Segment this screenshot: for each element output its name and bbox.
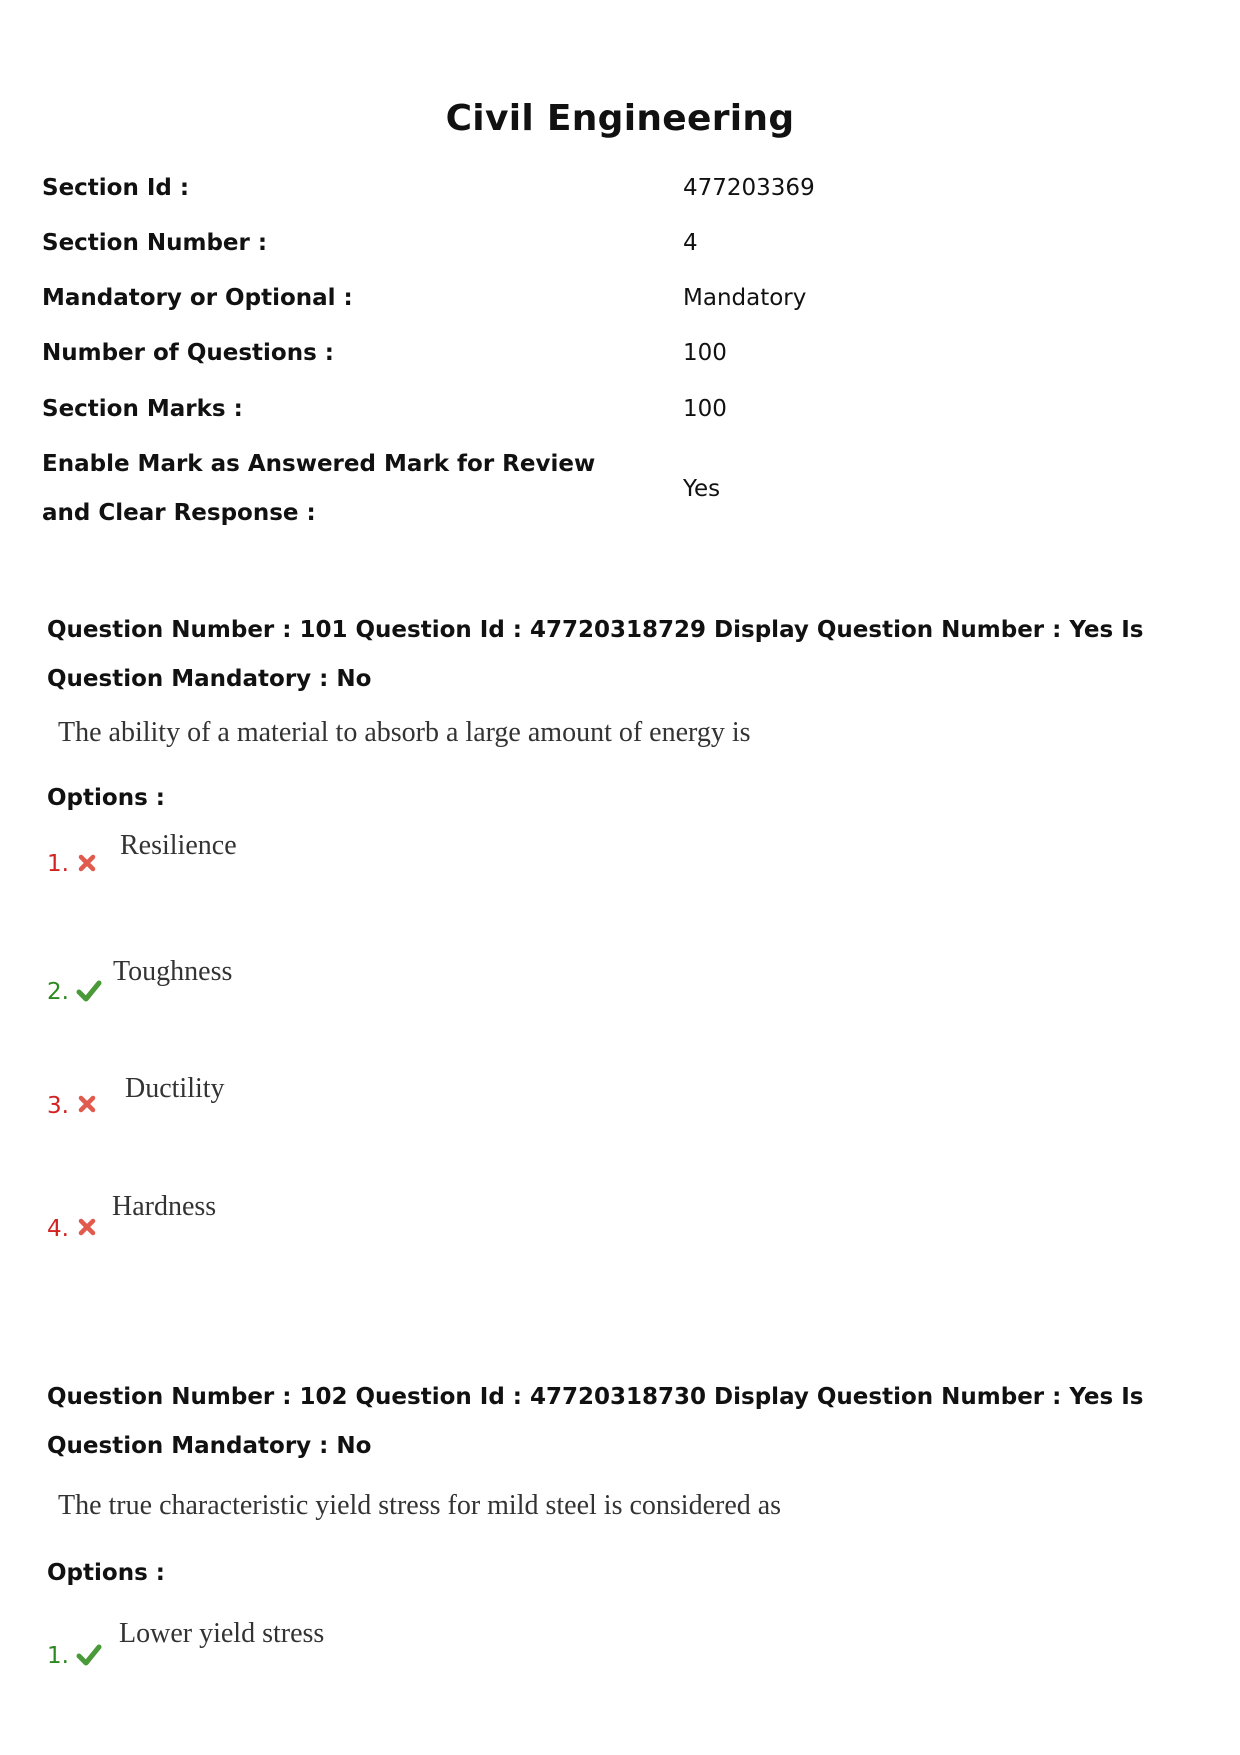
option-text: Hardness — [112, 1191, 217, 1222]
check-icon — [76, 979, 102, 1003]
section-number-value: 4 — [683, 230, 698, 256]
option-number: 4. — [47, 1216, 69, 1242]
cross-icon — [76, 852, 98, 874]
options-label: Options : — [47, 1560, 165, 1586]
section-id-value: 477203369 — [683, 175, 815, 201]
question-text: The true characteristic yield stress for mild steel is considered as — [58, 1490, 782, 1521]
option-text: Lower yield stress — [119, 1618, 325, 1649]
mandatory-optional-label: Mandatory or Optional : — [42, 285, 353, 311]
option-text: Resilience — [120, 830, 237, 861]
number-of-questions-value: 100 — [683, 340, 727, 366]
section-id-label: Section Id : — [42, 175, 190, 201]
option-number: 1. — [47, 1643, 69, 1669]
section-number-label: Section Number : — [42, 230, 268, 256]
question-header: Question Number : 102 Question Id : 47720318730 Display Question Number : Yes Is Question Mandatory : No — [47, 1384, 1144, 1459]
enable-mark-label: Enable Mark as Answered Mark for Review and Clear Response : — [42, 451, 596, 526]
question-text: The ability of a material to absorb a large amount of energy is — [58, 717, 751, 748]
section-marks-label: Section Marks : — [42, 396, 243, 422]
option-number: 2. — [47, 979, 69, 1005]
options-label: Options : — [47, 785, 165, 811]
option-text: Ductility — [125, 1073, 225, 1104]
section-marks-value: 100 — [683, 396, 727, 422]
option-number: 1. — [47, 851, 69, 877]
check-icon — [76, 1643, 102, 1667]
mandatory-optional-value: Mandatory — [683, 285, 807, 311]
cross-icon — [76, 1093, 98, 1115]
option-text: Toughness — [113, 956, 233, 987]
cross-icon — [76, 1216, 98, 1238]
enable-mark-value: Yes — [683, 476, 721, 502]
question-header: Question Number : 101 Question Id : 47720318729 Display Question Number : Yes Is Question Mandatory : No — [47, 617, 1144, 692]
option-number: 3. — [47, 1093, 69, 1119]
number-of-questions-label: Number of Questions : — [42, 340, 334, 366]
page-title: Civil Engineering — [445, 98, 795, 139]
